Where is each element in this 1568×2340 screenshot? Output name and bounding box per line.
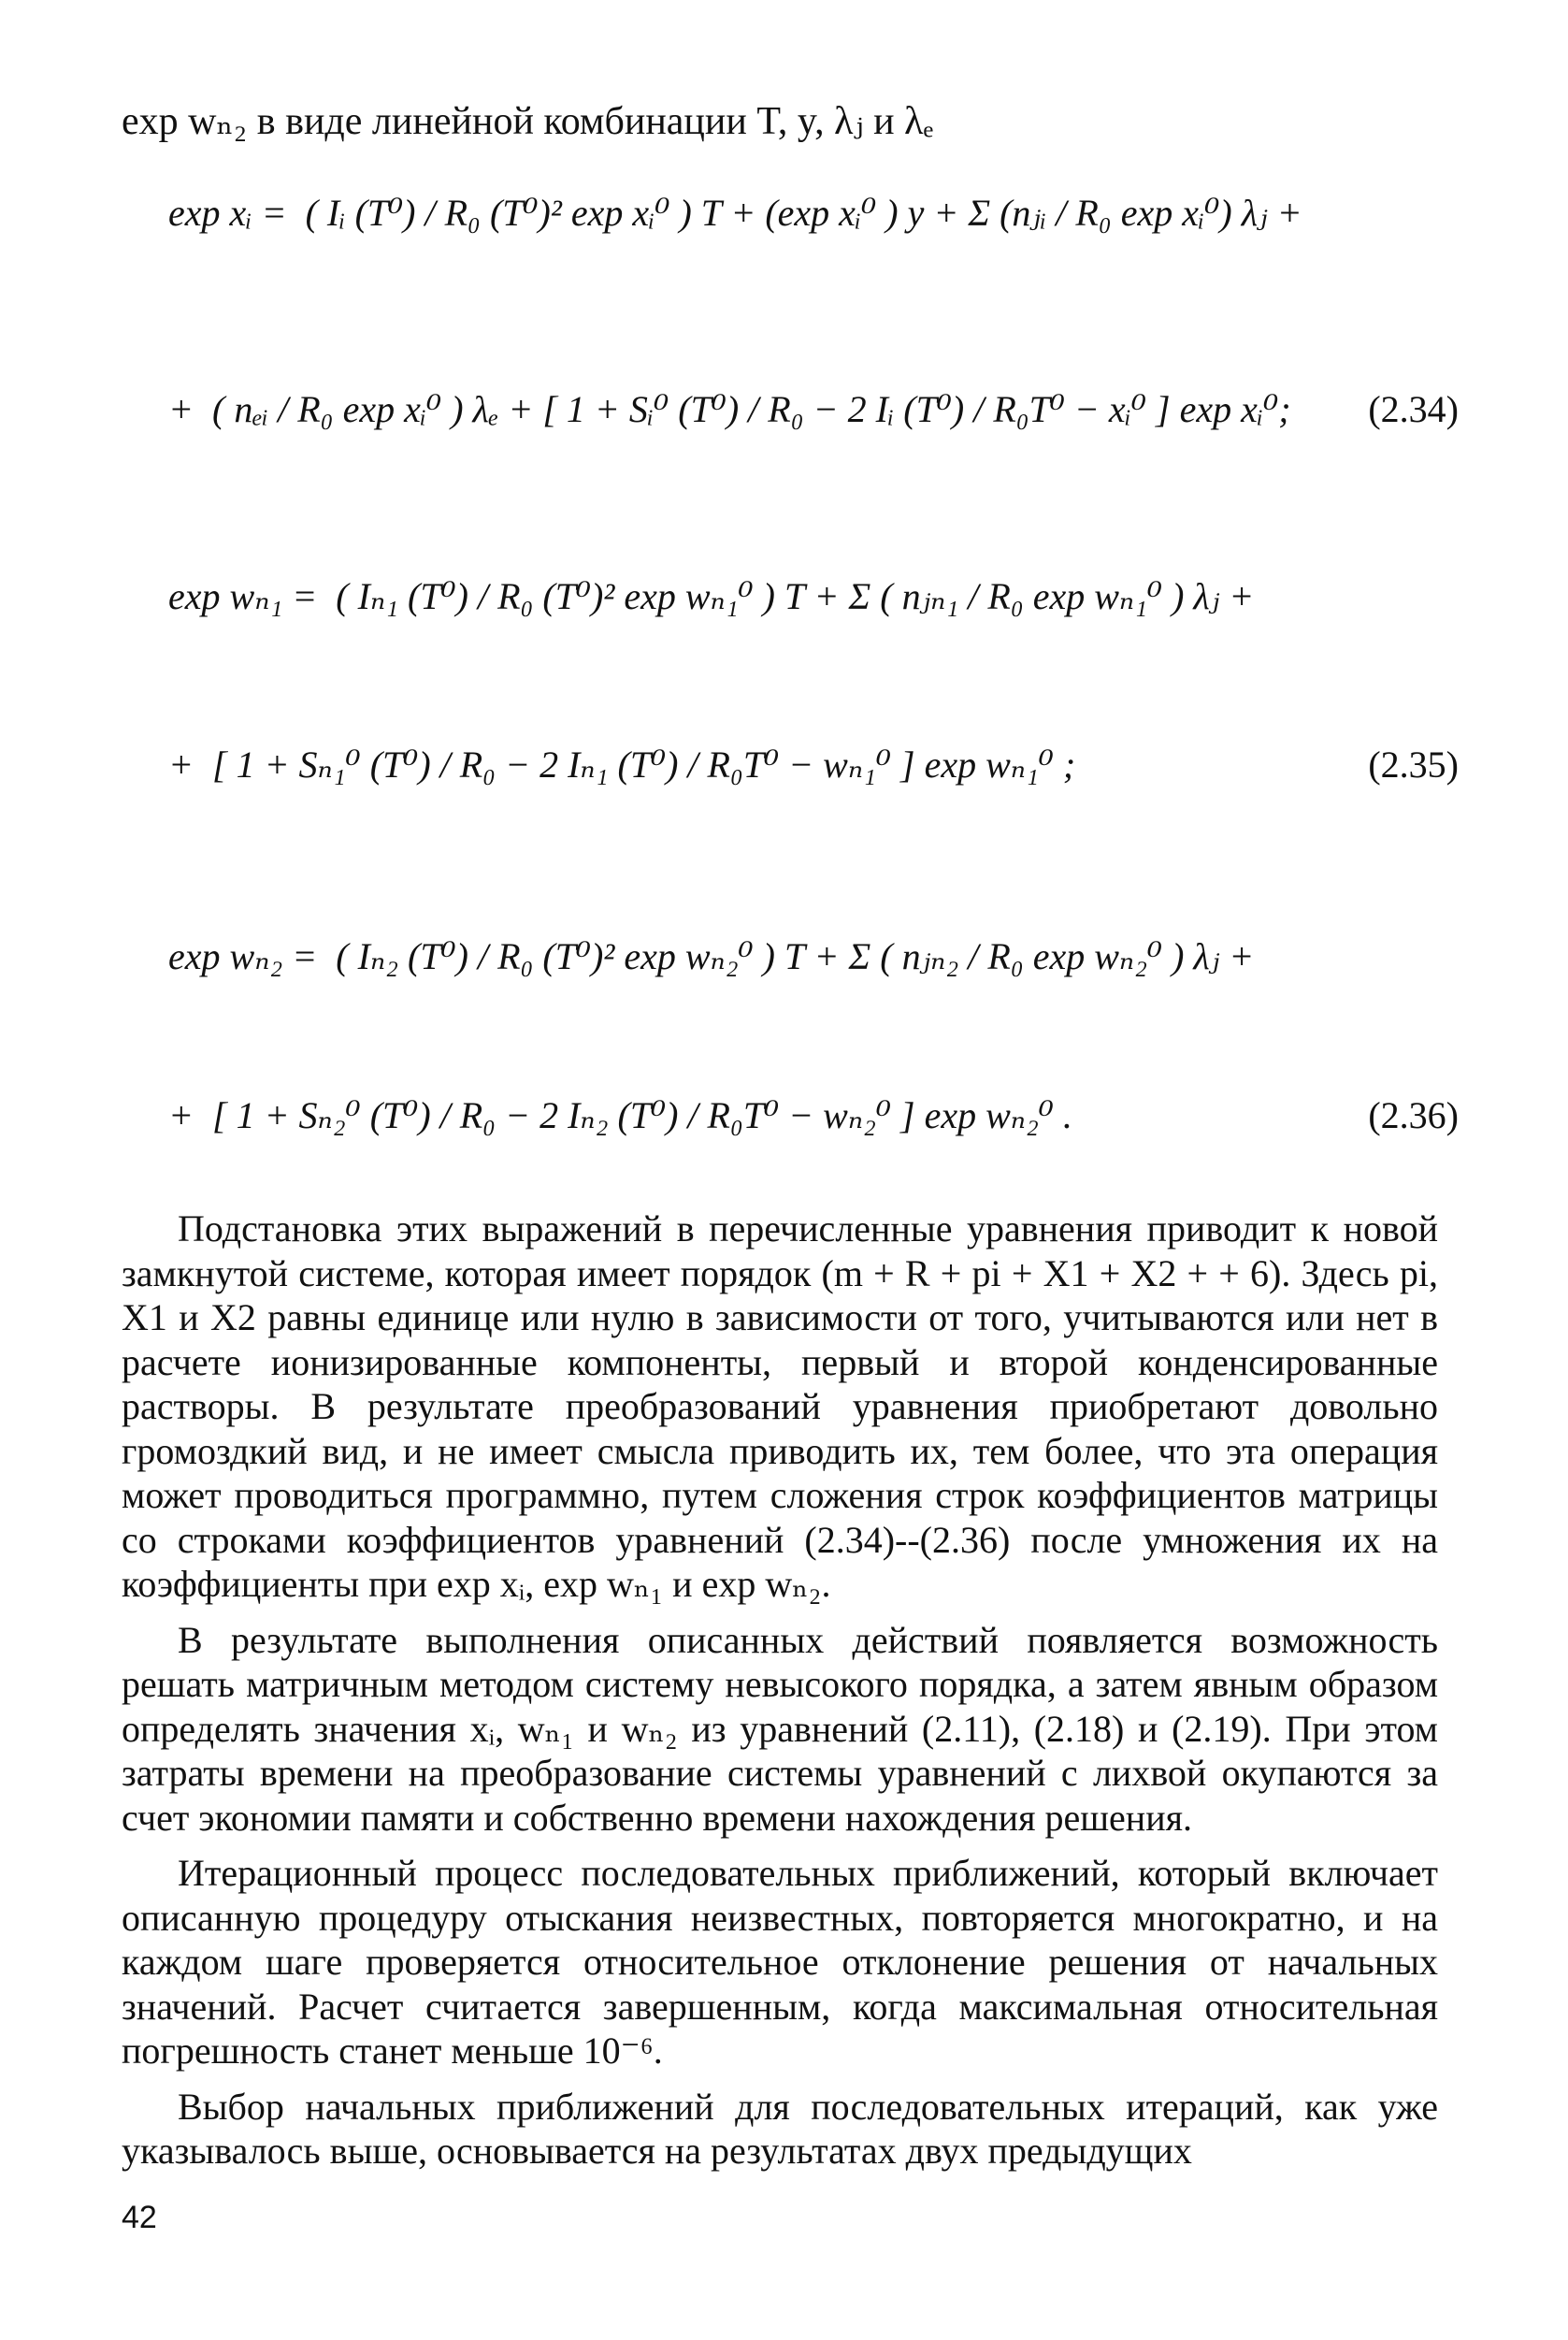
equation-number: (2.36) bbox=[1368, 1094, 1459, 1136]
equation-number: (2.34) bbox=[1368, 388, 1459, 430]
equation-body: ( Iᵢ (T⁰) / R₀ (T⁰)² exp xᵢ⁰ ) T + (exp xᵢ⁰ ) y + Σ (nⱼᵢ / R₀ exp xᵢ⁰) λⱼ + bbox=[305, 192, 1302, 234]
equation-lhs: + bbox=[168, 744, 194, 786]
equation-lhs: exp xᵢ = bbox=[168, 192, 287, 234]
equation-lhs: exp wₙ₁ = bbox=[168, 575, 318, 617]
equation-line bbox=[168, 187, 1459, 239]
equation-body: [ 1 + Sₙ₂⁰ (T⁰) / R₀ − 2 Iₙ₂ (T⁰) / R₀T⁰ − wₙ₂⁰ ] exp wₙ₂⁰ . bbox=[212, 1094, 1072, 1136]
equation-line bbox=[168, 571, 1459, 623]
equation-number: (2.35) bbox=[1368, 744, 1459, 786]
equation-body: [ 1 + Sₙ₁⁰ (T⁰) / R₀ − 2 Iₙ₁ (T⁰) / R₀T⁰ − wₙ₁⁰ ] exp wₙ₁⁰ ; bbox=[212, 744, 1076, 786]
paragraph: Итерационный процесс последовательных приближений, который включает описанную процедуру отыскания неизвестных, повторяется многократно, и на каждом шаге проверяется относительное отклонение решения от начальных значений. Расчет считается завершенным, когда максимальная относительная погрешность станет меньше 10⁻⁶. bbox=[122, 1852, 1438, 2072]
equation-line bbox=[168, 931, 1459, 983]
paragraph: Выбор начальных приближений для последовательных итераций, как уже указывалось выше, основывается на результатах двух предыдущих bbox=[122, 2085, 1438, 2172]
equation-body: ( Iₙ₁ (T⁰) / R₀ (T⁰)² exp wₙ₁⁰ ) T + Σ ( nⱼₙ₁ / R₀ exp wₙ₁⁰ ) λⱼ + bbox=[336, 575, 1255, 617]
paragraph: Подстановка этих выражений в перечисленные уравнения приводит к новой замкнутой системе, которая имеет порядок (m + R + pi + X1 + X2 + + 6). Здесь pi, X1 и X2 равны единице или нулю в зависимости от того, учитываются или нет в расчете ионизированные компоненты, первый и второй конденсированные растворы. В результате преобразований уравнения приобретают довольно громоздкий вид, и не имеет смысла приводить их, тем более, что эта операция может проводиться программно, путем сложения строк коэффициентов матрицы со строками коэффициентов уравнений (2.34)--(2.36) после умножения их на коэффициенты при exp xᵢ, exp wₙ₁ и exp wₙ₂. bbox=[122, 1207, 1438, 1605]
equation-lhs: exp wₙ₂ = bbox=[168, 935, 318, 977]
equation-line bbox=[168, 1090, 1459, 1142]
equation-body: ( Iₙ₂ (T⁰) / R₀ (T⁰)² exp wₙ₂⁰ ) T + Σ ( nⱼₙ₂ / R₀ exp wₙ₂⁰ ) λⱼ + bbox=[336, 935, 1255, 977]
equation-body: ( nₑᵢ / R₀ exp xᵢ⁰ ) λₑ + [ 1 + Sᵢ⁰ (T⁰) / R₀ − 2 Iᵢ (T⁰) / R₀T⁰ − xᵢ⁰ ] exp xᵢ⁰; bbox=[212, 388, 1291, 430]
body-text bbox=[122, 1206, 1438, 2174]
paragraph: В результате выполнения описанных действий появляется возможность решать матричным методом систему невысокого порядка, а затем явным образом определять значения xᵢ, wₙ₁ и wₙ₂ из уравнений (2.11), (2.18) и (2.19). При этом затраты времени на преобразование системы уравнений с лихвой окупаются за счет экономии памяти и собственно времени нахождения решения. bbox=[122, 1618, 1438, 1839]
equation-lhs: + bbox=[168, 1094, 194, 1136]
equation-line bbox=[168, 739, 1459, 791]
equation-lhs: + bbox=[168, 388, 194, 430]
intro-line: exp wₙ₂ в виде линейной комбинации T, y, λⱼ и λₑ bbox=[122, 100, 934, 143]
page-number: 42 bbox=[122, 2200, 157, 2235]
equation-line bbox=[168, 383, 1459, 436]
